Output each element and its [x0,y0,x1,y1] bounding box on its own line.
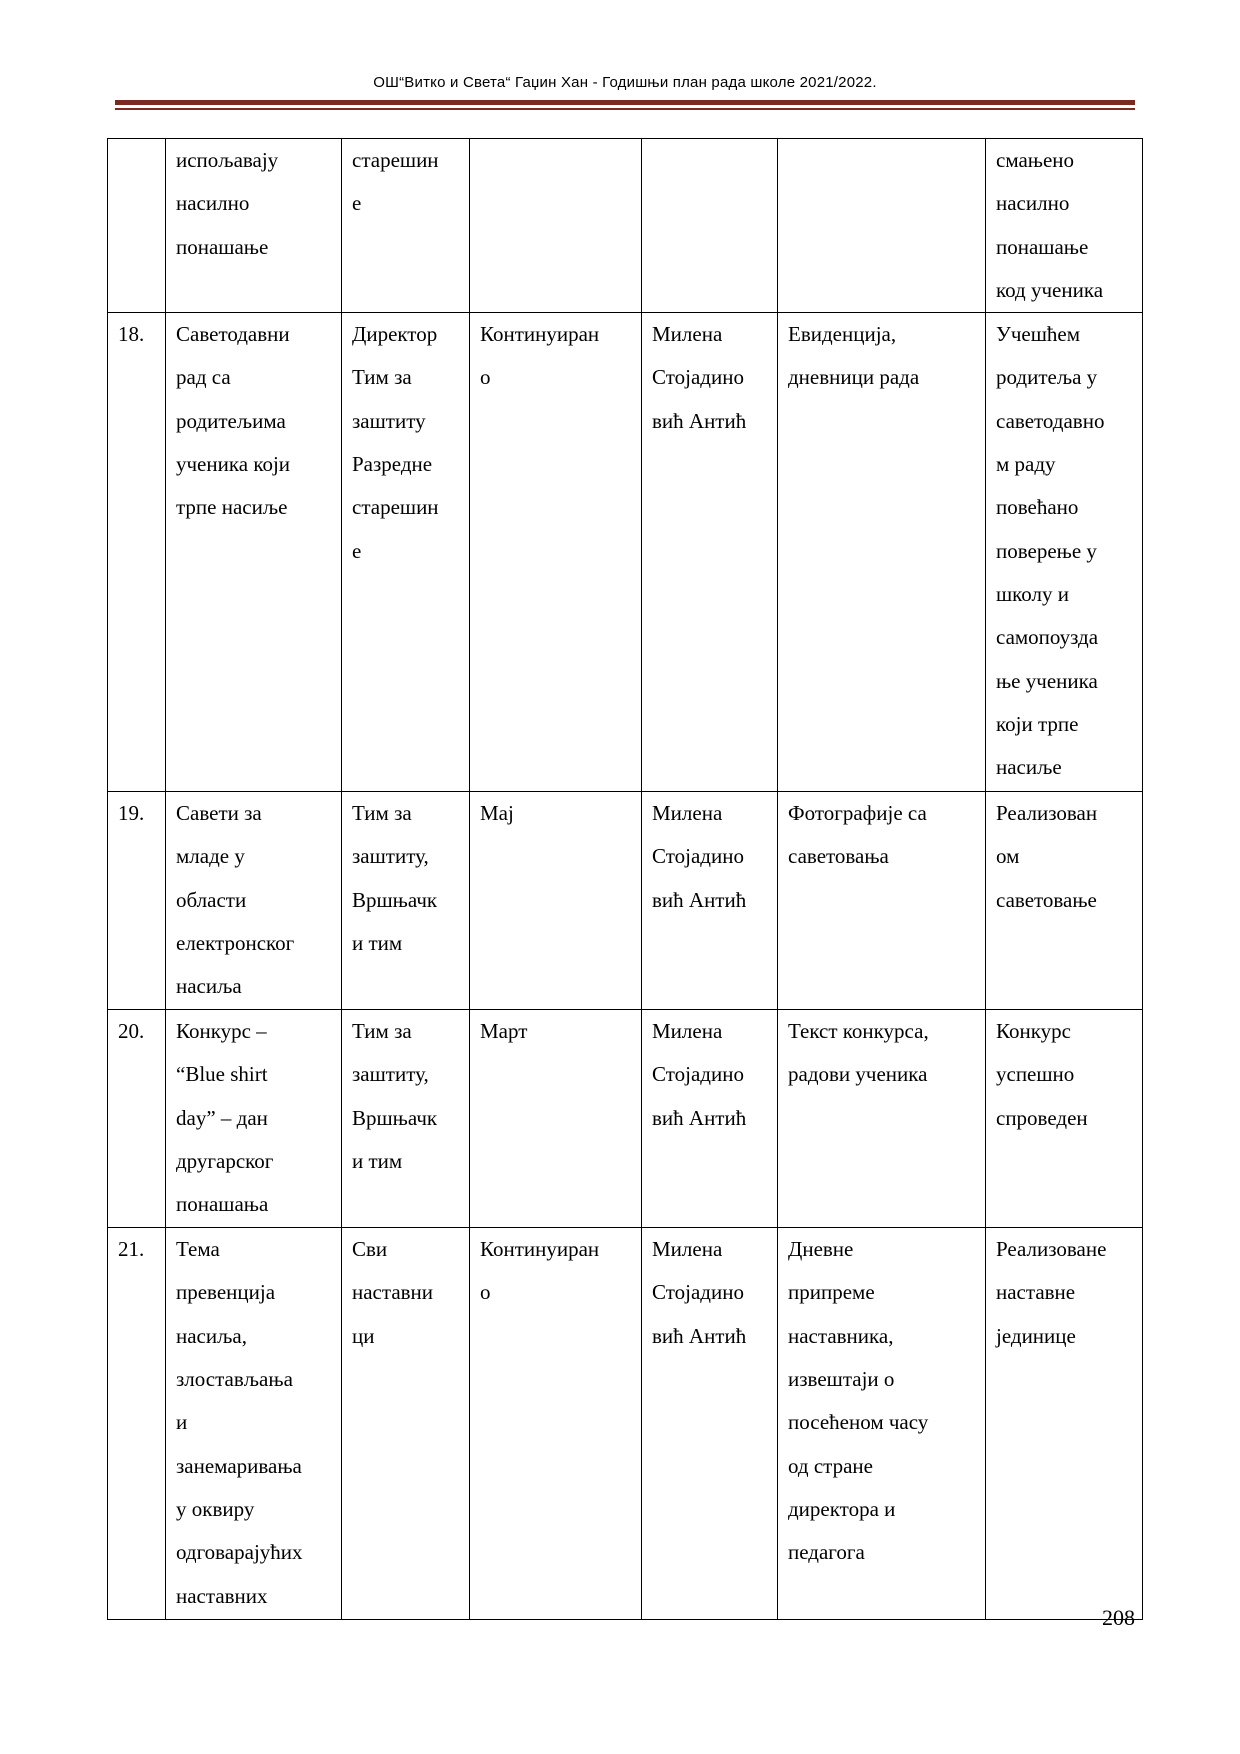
cell-evidence [778,139,986,313]
cell-holders: Директор Тим за заштиту Разредне старешин е [342,313,470,792]
cell-number: 21. [108,1228,166,1620]
cell-number: 19. [108,792,166,1010]
plan-table [107,138,1143,1620]
cell-time: Континуиран о [470,1228,642,1620]
table-row [108,139,1143,313]
table-row [108,1010,1143,1228]
cell-activity: Саветодавни рад са родитељима ученика који трпе насиље [166,313,342,792]
cell-outcome: Реализоване наставне јединице [986,1228,1143,1620]
table-row [108,1228,1143,1620]
cell-outcome: Конкурс успешно спроведен [986,1010,1143,1228]
cell-evidence: Дневне припреме наставника, извештаји о посећеном часу од стране директора и педагога [778,1228,986,1620]
cell-activity: Конкурс – “Blue shirt day” – дан другарског понашања [166,1010,342,1228]
cell-person: Милена Стојадино вић Антић [642,313,778,792]
plan-table-body [108,139,1143,1620]
page-number: 208 [1102,1605,1135,1630]
cell-outcome: Учешћем родитеља у саветодавно м раду повећано поверење у школу и самопоузда ње ученика који трпе насиље [986,313,1143,792]
cell-holders: старешин е [342,139,470,313]
cell-evidence: Евиденција, дневници рада [778,313,986,792]
cell-person: Милена Стојадино вић Антић [642,792,778,1010]
cell-holders: Сви наставни ци [342,1228,470,1620]
cell-time [470,139,642,313]
running-header: ОШ“Витко и Света“ Гаџин Хан - Годишњи план рада школе 2021/2022. [373,74,877,91]
cell-person: Милена Стојадино вић Антић [642,1010,778,1228]
cell-number: 18. [108,313,166,792]
cell-evidence: Текст конкурса, радови ученика [778,1010,986,1228]
cell-activity: Тема превенција насиља, злостављања и занемаривања у оквиру одговарајућих наставних [166,1228,342,1620]
table-row [108,313,1143,792]
cell-person [642,139,778,313]
cell-time: Март [470,1010,642,1228]
cell-activity: испољавају насилно понашање [166,139,342,313]
header-rule-thin [115,108,1135,110]
cell-number [108,139,166,313]
cell-activity: Савети за младе у области електронског насиља [166,792,342,1010]
cell-number: 20. [108,1010,166,1228]
cell-holders: Тим за заштиту, Вршњачк и тим [342,1010,470,1228]
cell-time: Континуиран о [470,313,642,792]
cell-evidence: Фотографије са саветовања [778,792,986,1010]
cell-holders: Тим за заштиту, Вршњачк и тим [342,792,470,1010]
table-row [108,792,1143,1010]
header-rule-thick [115,100,1135,105]
cell-time: Мај [470,792,642,1010]
cell-outcome: смањено насилно понашање код ученика [986,139,1143,313]
cell-outcome: Реализован ом саветовање [986,792,1143,1010]
cell-person: Милена Стојадино вић Антић [642,1228,778,1620]
